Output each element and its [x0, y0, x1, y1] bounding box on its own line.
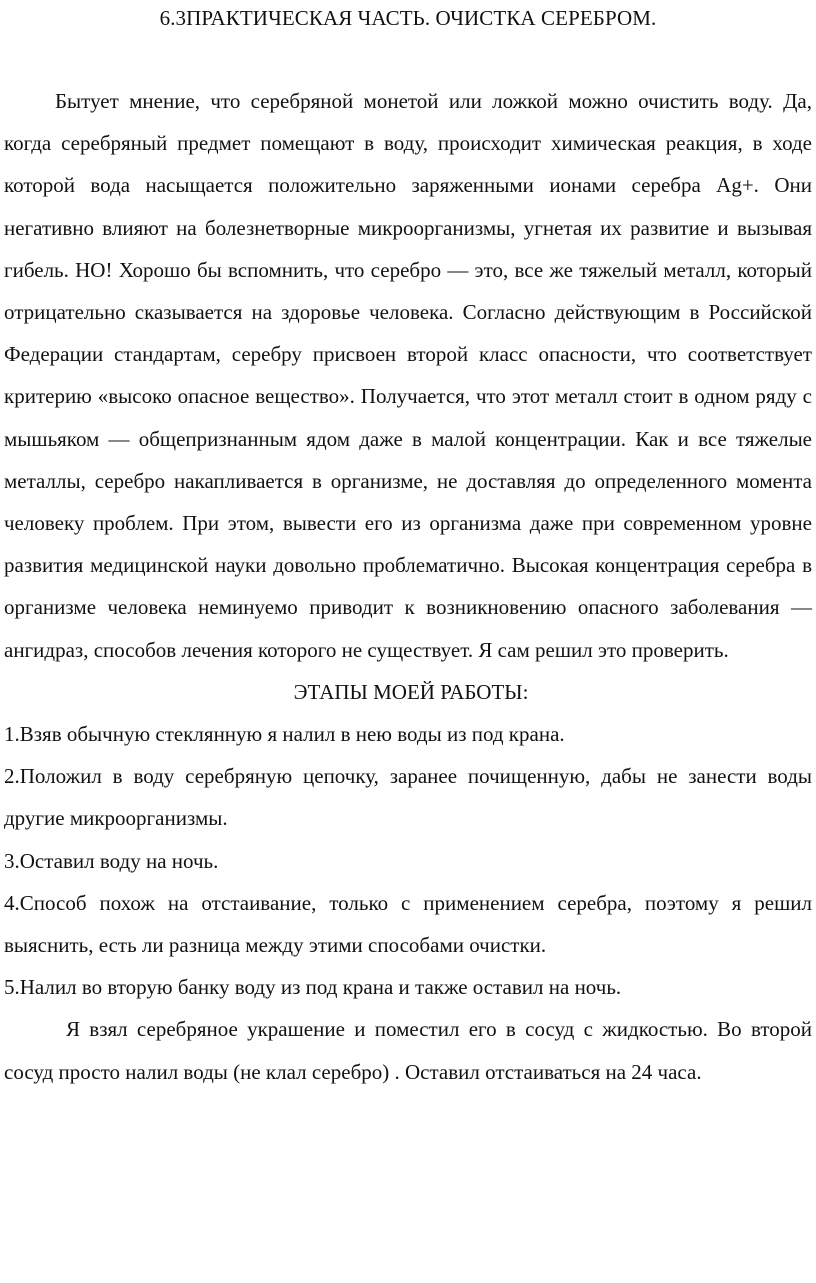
step-item: 4.Способ похож на отстаивание, только с применением серебра, поэтому я решил выяснить, есть ли разница между этими способами очистки.: [4, 890, 812, 958]
step-item: 3.Оставил воду на ночь.: [4, 848, 219, 873]
step-item: 2.Положил в воду серебряную цепочку, заранее почищенную, дабы не занести воды другие микроорганизмы.: [4, 764, 812, 831]
intro-paragraph: Бытует мнение, что серебряной монетой или ложкой можно очистить воду. Да, когда серебряный предмет помещают в воду, происходит химическая реакция, в ходе которой вода насыщается положительно заряженными ионами серебра Ag+. Они негативно влияют на болезнетворные микроорганизмы, угнетая их развитие и вызывая гибель. НО! Хорошо бы вспомнить, что серебро — это, все же тяжелый металл, который отрицательно сказывается на здоровье человека. Согласно действующим в Российской Федерации стандартам, серебру присвоен второй класс опасности, что соответствует критерию «высоко опасное вещество». Получается, что этот металл стоит в одном ряду с мышьяком — общепризнанным ядом даже в малой концентрации. Как и все тяжелые металлы, серебро накапливается в организме, не доставляя до определенного момента человеку проблем. При этом, вывести его из организма даже при современном уровне развития медицинской науки довольно проблематично. Высокая концентрация серебра в организме человека неминуемо приводит к возникновению опасного заболевания — ангидраз, способов лечения которого не существует. Я сам решил это проверить.: [4, 89, 812, 662]
stages-heading: ЭТАПЫ МОЕЙ РАБОТЫ:: [293, 679, 529, 704]
closing-paragraph: Я взял серебряное украшение и поместил его в сосуд с жидкостью. Во второй сосуд просто налил воды (не клал серебро) . Оставил отстаиваться на 24 часа.: [4, 1017, 812, 1084]
step-item: 1.Взяв обычную стеклянную я налил в нею воды из под крана.: [4, 722, 565, 747]
document-body: [4, 80, 812, 1093]
steps-list: [4, 713, 812, 1008]
section-title: 6.3ПРАКТИЧЕСКАЯ ЧАСТЬ. ОЧИСТКА СЕРЕБРОМ.: [159, 6, 657, 30]
step-item: 5.Налил во вторую банку воду из под крана и также оставил на ночь.: [4, 975, 622, 1000]
